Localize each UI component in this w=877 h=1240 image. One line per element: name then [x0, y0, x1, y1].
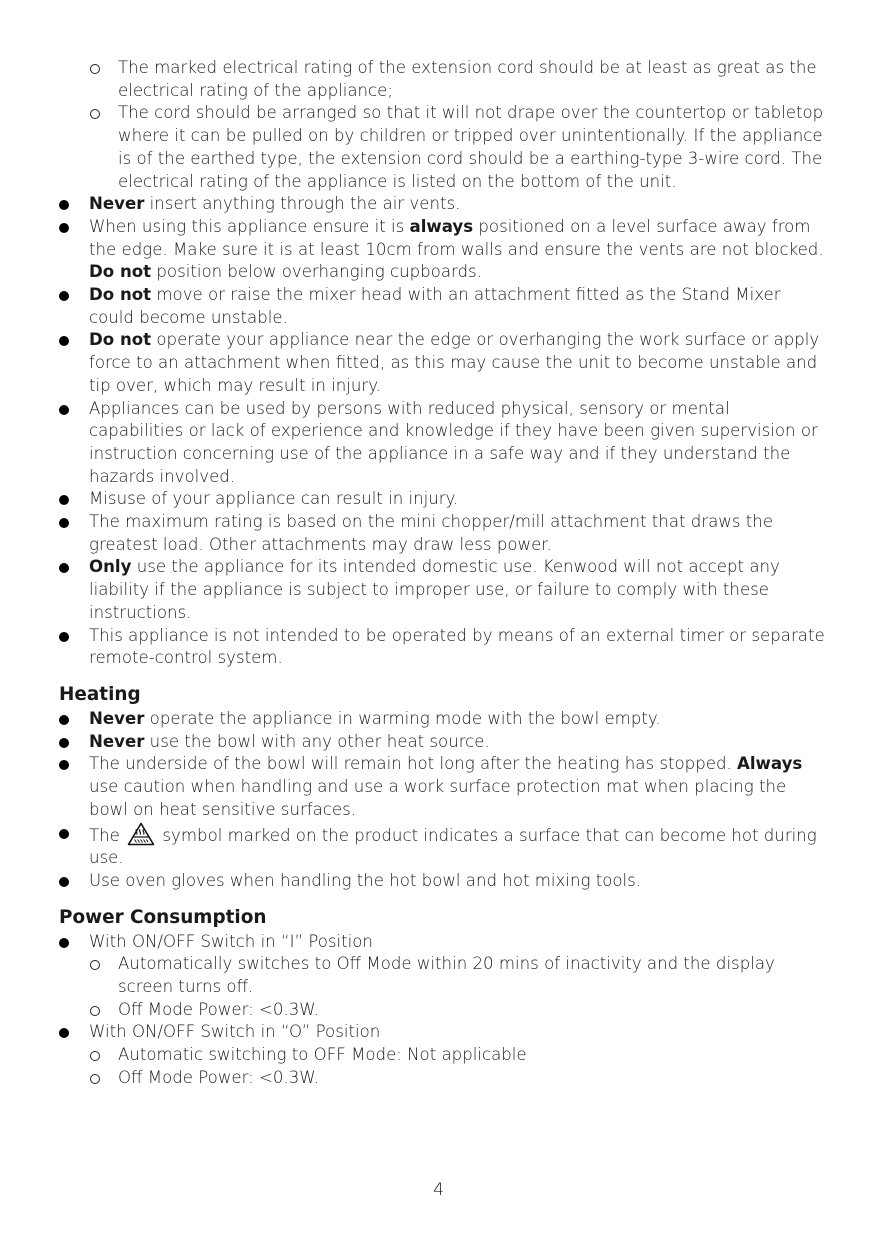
- item-text: The: [89, 825, 126, 845]
- hollow-bullet-icon: [90, 64, 100, 74]
- list-item: [59, 625, 829, 670]
- item-text: The underside of the bowl will remain hot long after the heating has stopped.: [89, 754, 738, 774]
- sub-item-text: The marked electrical rating of the extension cord should be at least as great as the electrical rating of the appliance;: [118, 58, 817, 100]
- item-text: symbol marked on the product indicates a surface that can become hot during use.: [89, 825, 817, 868]
- list-item: [59, 753, 829, 821]
- bullet-icon: [59, 738, 69, 748]
- bullet-icon: [59, 200, 69, 210]
- item-text: When using this appliance ensure it is: [89, 216, 410, 236]
- emphasis-text: Never: [89, 731, 145, 751]
- item-text: insert anything through the air vents.: [144, 194, 461, 214]
- item-text: operate the appliance in warming mode with the bowl empty.: [144, 708, 661, 728]
- emphasis-text: Do not: [89, 330, 152, 350]
- list-item: [59, 708, 829, 731]
- list-item: [59, 511, 829, 556]
- item-text: The maximum rating is based on the mini chopper/mill attachment that draws the greatest load. Other attachments may draw less power.: [89, 512, 774, 554]
- emphasis-text: Only: [89, 557, 132, 577]
- general-safety-list: [59, 57, 829, 670]
- sub-item-text: Automatically switches to Off Mode within 20 mins of inactivity and the display screen turns off.: [118, 954, 775, 997]
- item-text: Use oven gloves when handling the hot bowl and hot mixing tools.: [89, 870, 642, 890]
- bullet-icon: [59, 938, 69, 948]
- bullet-icon: [59, 291, 69, 301]
- list-item: [59, 931, 829, 954]
- hollow-bullet-icon: [90, 1074, 100, 1084]
- emphasis-text: Never: [89, 194, 145, 214]
- bullet-icon: [59, 336, 69, 346]
- bullet-icon: [59, 877, 69, 887]
- emphasis-text: Always: [737, 754, 803, 774]
- sub-list-item: [59, 1067, 829, 1090]
- item-text: Appliances can be used by persons with reduced physical, sensory or mental capabilities or lack of experience and knowledge if they have been given supervision or instruction concerning use of the appliance in a safe way and if they understand the hazards involved.: [89, 398, 818, 486]
- heating-section: [59, 682, 829, 893]
- sub-list-item: [59, 1044, 829, 1067]
- item-text: use the bowl with any other heat source.: [144, 731, 490, 751]
- list-item: [59, 1021, 829, 1044]
- item-text: This appliance is not intended to be operated by means of an external timer or separate remote-control system.: [89, 625, 825, 668]
- item-text: operate your appliance near the edge or overhanging the work surface or apply force to an attachment when fitted, as this may cause the unit to become unstable and tip over, which may result in injury.: [89, 330, 820, 395]
- bullet-icon: [59, 829, 69, 839]
- hollow-bullet-icon: [90, 1006, 100, 1016]
- page-content: [59, 57, 829, 1090]
- item-text: move or raise the mixer head with an attachment fitted as the Stand Mixer could become unstable.: [89, 285, 781, 327]
- bullet-icon: [59, 223, 69, 233]
- power-consumption-section: [59, 905, 829, 1090]
- list-item: [59, 284, 829, 329]
- list-item: [59, 870, 829, 893]
- emphasis-text: Never: [89, 708, 145, 728]
- sub-list-item: [59, 953, 829, 998]
- bullet-icon: [59, 715, 69, 725]
- item-text: position below overhanging cupboards.: [151, 262, 482, 282]
- item-text: use the appliance for its intended domestic use. Kenwood will not accept any liability if the appliance is subject to improper use, or failure to comply with these instructions.: [89, 557, 780, 622]
- bullet-icon: [59, 632, 69, 642]
- bullet-icon: [59, 1028, 69, 1038]
- sub-list-item: [59, 57, 829, 102]
- item-text: With ON/OFF Switch in “I” Position: [89, 931, 373, 951]
- sub-item-text: The cord should be arranged so that it will not drape over the countertop or tabletop where it can be pulled on by children or tripped over unintentionally. If the appliance is of the earthed type, the extension cord should be a earthing-type 3-wire cord. The electrical rating of the appliance is listed on the bottom of the unit.: [118, 103, 824, 191]
- sub-list-item: [59, 999, 829, 1022]
- hollow-bullet-icon: [90, 960, 100, 970]
- sub-item-text: Off Mode Power: <0.3W.: [118, 1067, 320, 1087]
- bullet-icon: [59, 495, 69, 505]
- hot-surface-warning-icon: [127, 822, 155, 846]
- item-text: Misuse of your appliance can result in injury.: [89, 489, 459, 509]
- item-text: With ON/OFF Switch in “O” Position: [89, 1022, 381, 1042]
- emphasis-text: Do not: [89, 262, 152, 282]
- emphasis-text: always: [409, 216, 474, 236]
- emphasis-text: Do not: [89, 285, 152, 305]
- list-item: [59, 731, 829, 754]
- section-heading: Power Consumption: [59, 906, 267, 928]
- list-item: [59, 398, 829, 489]
- sub-list-item: [59, 102, 829, 193]
- sub-item-text: Automatic switching to OFF Mode: Not applicable: [118, 1045, 527, 1065]
- list-item: [59, 822, 829, 870]
- bullet-icon: [59, 760, 69, 770]
- list-item: [59, 216, 829, 284]
- bullet-icon: [59, 518, 69, 528]
- list-item: [59, 329, 829, 397]
- bullet-icon: [59, 563, 69, 573]
- list-item: [59, 193, 829, 216]
- sub-item-text: Off Mode Power: <0.3W.: [118, 999, 320, 1019]
- hollow-bullet-icon: [90, 1051, 100, 1061]
- page-number: 4: [433, 1180, 444, 1200]
- list-item: [59, 488, 829, 511]
- list-item: [59, 556, 829, 624]
- section-heading: Heating: [59, 683, 141, 705]
- item-text: positioned on a level surface away from the edge. Make sure it is at least 10cm from walls and ensure the vents are not blocked.: [89, 216, 824, 259]
- item-text: use caution when handling and use a work surface protection mat when placing the bowl on heat sensitive surfaces.: [89, 777, 787, 819]
- hollow-bullet-icon: [90, 109, 100, 119]
- bullet-icon: [59, 405, 69, 415]
